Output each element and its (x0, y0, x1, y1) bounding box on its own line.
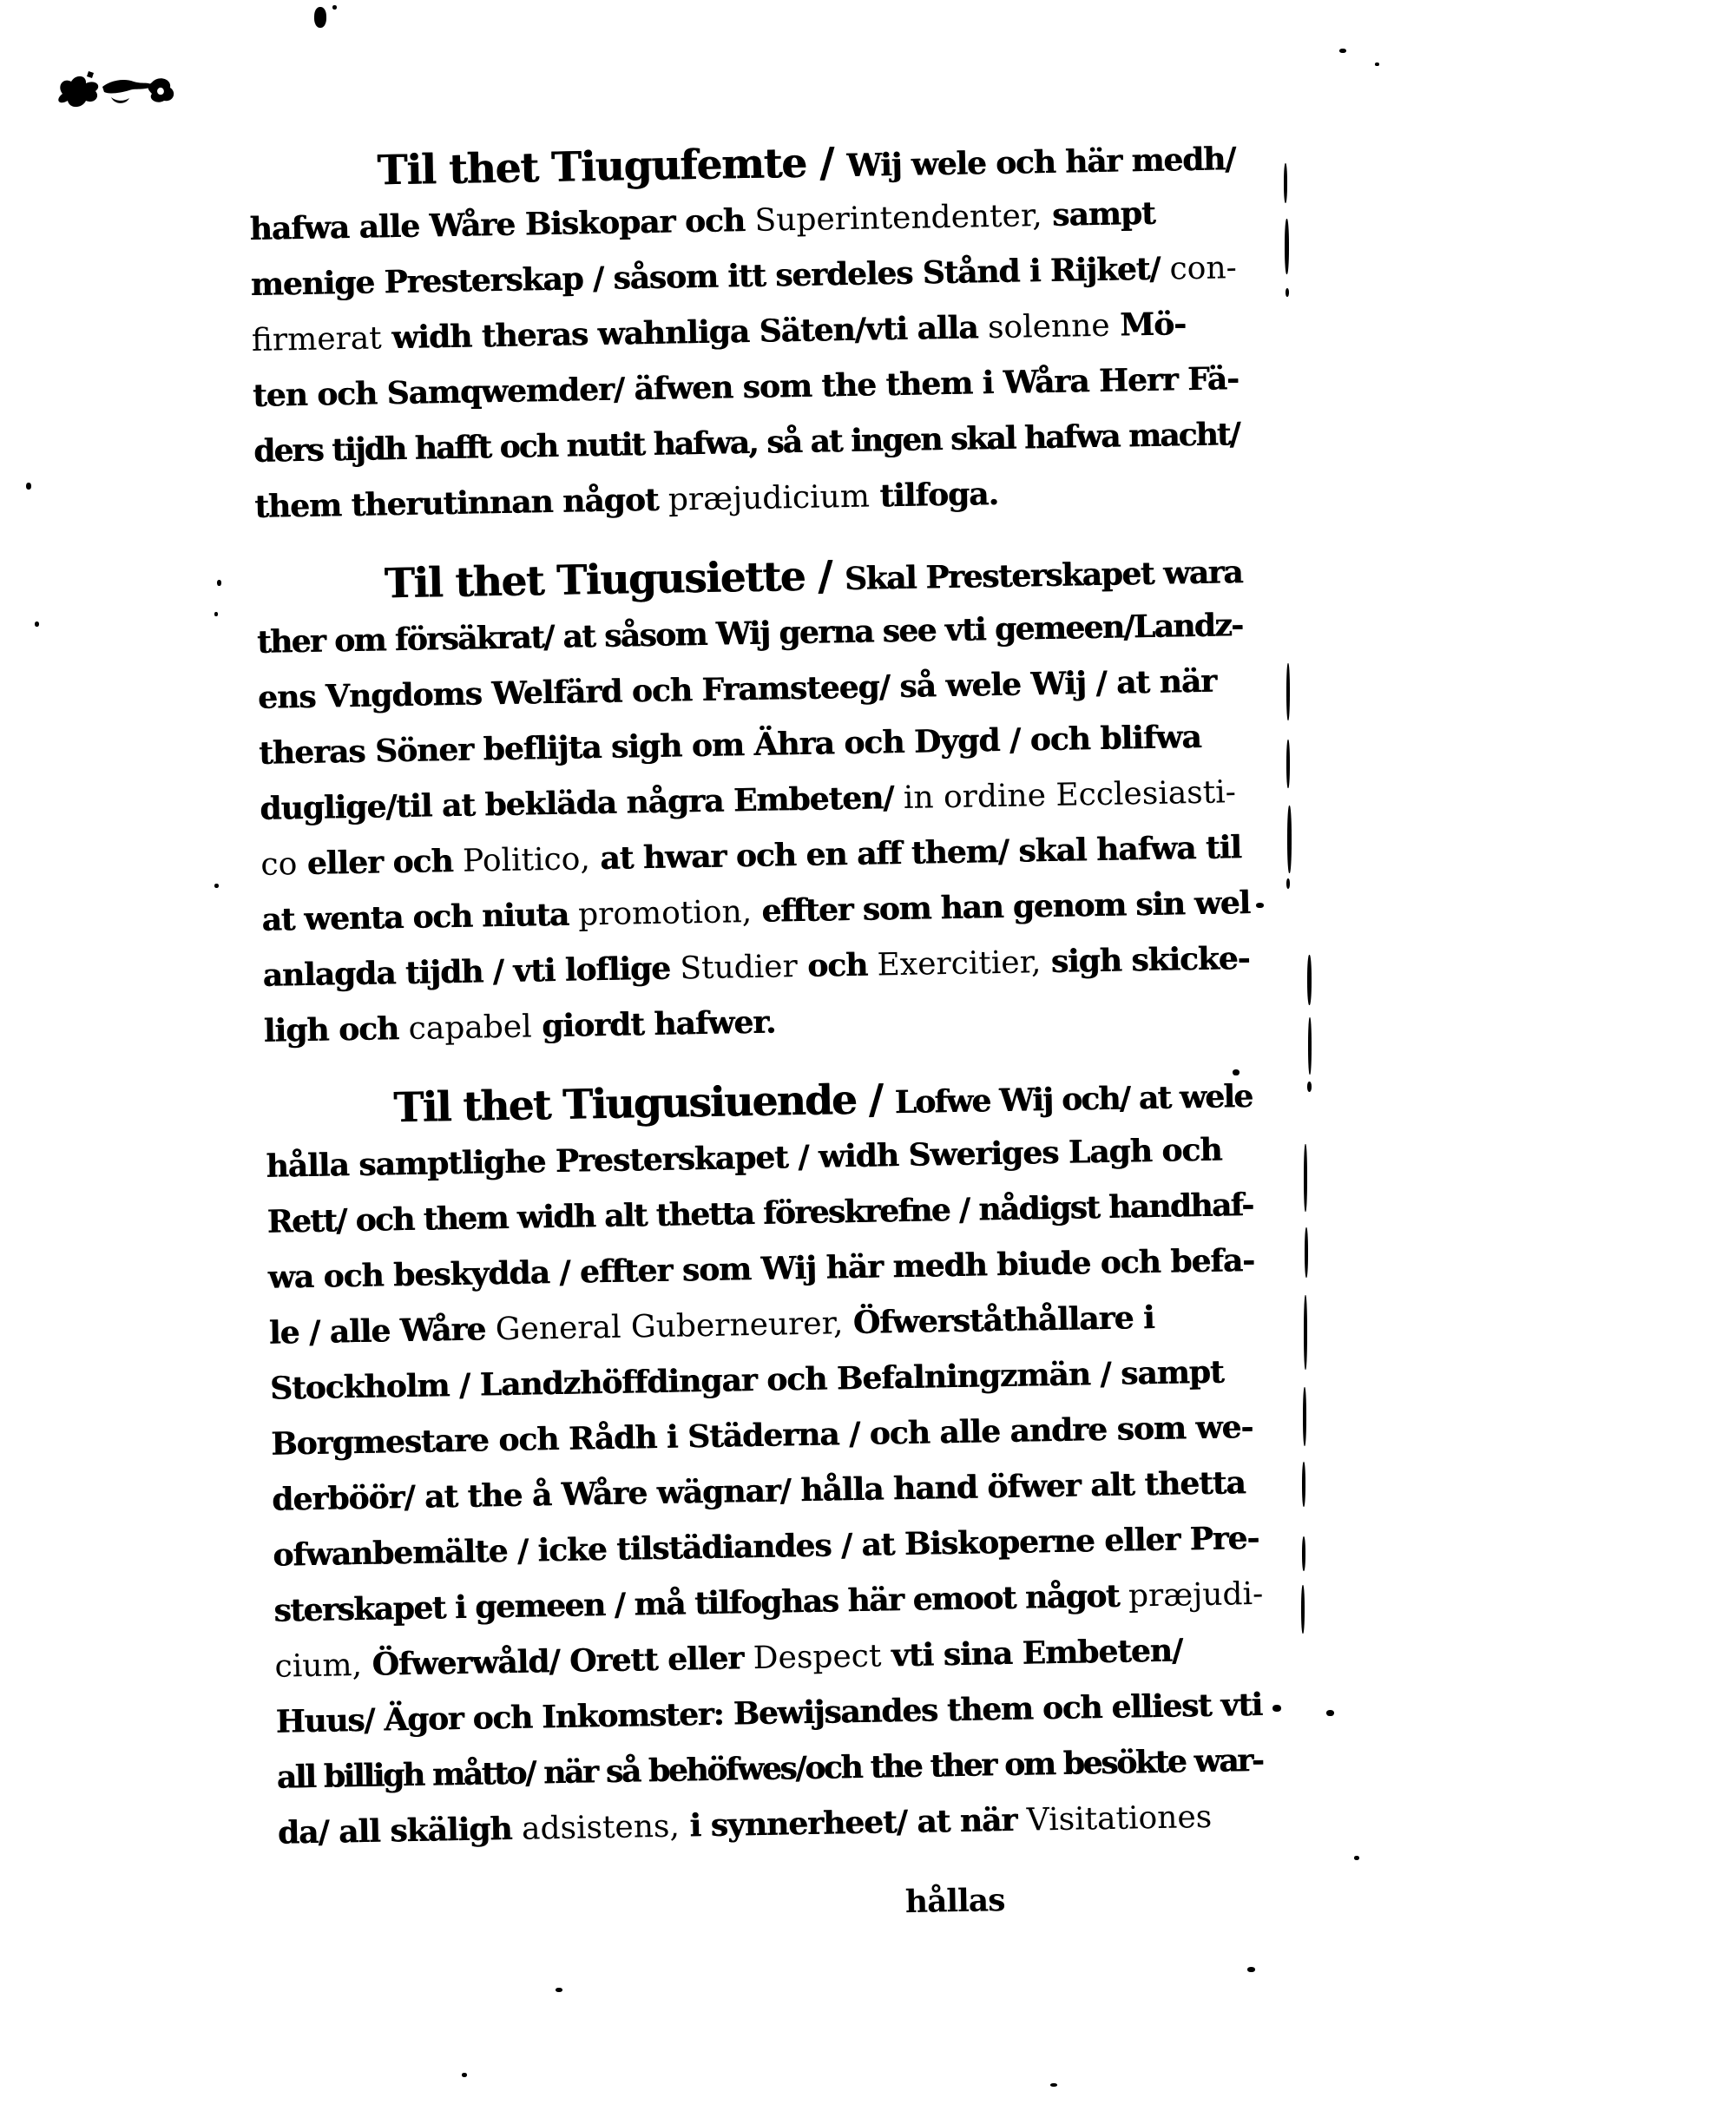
antiqua-text: General Guberneurer, (495, 1305, 844, 1348)
scan-speck (1050, 2083, 1057, 2087)
scan-speck (1301, 1585, 1305, 1634)
antiqua-text: firmerat (251, 320, 383, 358)
blackletter-text: at hwar och en aff them/ skal hafwa til (589, 829, 1242, 878)
blackletter-text: ligh och (263, 1009, 410, 1049)
scan-speck (1304, 1295, 1307, 1370)
blackletter-text: all billigh måtto/ när så behöfwes/och the ther om besökte war- (276, 1741, 1263, 1796)
antiqua-text: Studier (680, 949, 799, 987)
blackletter-text: sampt (1042, 194, 1155, 234)
blackletter-text: Huus/ Ägor och Inkomster: Bewijsandes them och elliest vti (275, 1686, 1263, 1740)
blackletter-text: widh theras wahnliga Säten/vti alla (381, 309, 989, 357)
antiqua-text: promotion, (577, 894, 753, 933)
blackletter-text: ofwanbemälte / icke tilstädiandes / at Biskoperne eller Pre- (272, 1519, 1259, 1574)
scan-speck (1303, 1387, 1306, 1446)
scan-speck (1286, 878, 1290, 889)
scan-speck (217, 580, 221, 586)
blackletter-text: eller och (296, 842, 464, 883)
antiqua-text: præjudi- (1128, 1575, 1264, 1614)
scan-speck (35, 621, 39, 627)
scan-speck (26, 483, 31, 490)
blackletter-text: hålla samptlighe Presterskapet / widh Sweriges Lagh och (266, 1131, 1222, 1185)
scan-speck (1307, 1082, 1312, 1092)
blackletter-text: derböör/ at the å Wåre wägnar/ hålla hand öfwer alt thetta (271, 1464, 1246, 1518)
blackletter-text: theras Söner beflijta sigh om Ähra och Dygd / och blifwa (258, 718, 1201, 772)
scan-speck (1375, 62, 1379, 66)
blackletter-text: da/ all skäligh (277, 1810, 523, 1851)
scan-speck (1304, 1144, 1307, 1212)
antiqua-text: Visitationes (1026, 1799, 1213, 1838)
blackletter-text: effter som han genom sin wel (751, 885, 1251, 931)
antiqua-text: con- (1169, 250, 1238, 287)
scan-speck (1339, 49, 1346, 53)
blackletter-text: sterskapet i gemeen / må tilfoghas här emoot något (273, 1577, 1129, 1629)
scan-speck (1286, 740, 1290, 788)
scan-speck (1302, 1462, 1305, 1507)
blackletter-text: Wij wele och här medh/ (846, 141, 1236, 184)
paragraph-27th-article (265, 1066, 1264, 1861)
scan-speck (314, 7, 326, 28)
antiqua-text: Exercitier, (877, 944, 1042, 983)
blackletter-text: ther om försäkrat/ at såsom Wij gerna see vti gemeen/Landz- (256, 607, 1243, 661)
scan-speck (1286, 663, 1290, 720)
blackletter-text: och (797, 946, 878, 985)
antiqua-text: Despect (753, 1638, 882, 1677)
antiqua-text: capabel (408, 1009, 532, 1047)
scan-speck (462, 2073, 467, 2077)
blackletter-text: giordt hafwer. (531, 1003, 776, 1045)
blackletter-text: i synnerheet/ at när (679, 1801, 1028, 1845)
ink-blot-mark (49, 59, 187, 125)
scan-speck (1256, 903, 1264, 908)
blackletter-text: Stockholm / Landzhöffdingar och Befalningzmän / sampt (269, 1353, 1224, 1407)
blackletter-text: Borgmestare och Rådh i Städerna / och alle andre som we- (270, 1409, 1253, 1463)
scan-speck (1326, 1710, 1334, 1716)
blackletter-text: tilfoga. (869, 475, 999, 515)
antiqua-text: Superintendenter, (754, 198, 1042, 239)
text-column (248, 128, 1266, 1941)
blackletter-text: ten och Samqwemder/ äfwen som the them i Wåra Herr Fä- (252, 360, 1240, 414)
blackletter-text: hafwa alle Wåre Biskopar och (249, 201, 755, 247)
scan-speck (214, 884, 219, 888)
blackletter-text: them therutinnan något (253, 481, 669, 525)
scan-speck (1284, 163, 1287, 203)
scan-speck (1302, 1536, 1305, 1571)
scan-speck (1285, 219, 1289, 274)
blackletter-text: le / alle Wåre (268, 1311, 496, 1351)
scan-speck (214, 612, 218, 616)
scan-speck (1307, 955, 1312, 1005)
blackletter-text: wa och beskydda / effter som Wij här medh biude och befa- (267, 1241, 1255, 1296)
section-heading: Til thet Tiugusiuende / (392, 1075, 896, 1133)
blackletter-text: Mö- (1109, 306, 1187, 344)
scan-speck (1233, 1069, 1240, 1075)
scan-speck (1287, 806, 1292, 873)
scan-speck (1305, 1227, 1308, 1278)
paragraph-25th-article (248, 128, 1241, 535)
scan-speck (332, 5, 337, 10)
antiqua-text: præjudicium (667, 478, 871, 518)
antiqua-text: Politico, (462, 841, 591, 879)
blackletter-text: Öfwerwåld/ Orett eller (361, 1640, 754, 1683)
paragraph-26th-article (255, 542, 1250, 1059)
scan-speck (1354, 1856, 1359, 1860)
scan-speck (1247, 1967, 1255, 1972)
scan-speck (1308, 1017, 1312, 1075)
scan-speck (1272, 1705, 1281, 1712)
antiqua-text: co (260, 846, 298, 883)
blackletter-text: Öfwerståthållare i (842, 1299, 1154, 1342)
blackletter-text: menige Presterskap / såsom itt serdeles Stånd i Rijket/ (250, 250, 1170, 303)
antiqua-text: in ordine Ecclesiasti- (903, 774, 1237, 816)
blackletter-text: Lofwe Wij och/ at wele (894, 1077, 1253, 1121)
catchword: hållas (904, 1882, 1005, 1921)
antiqua-text: solenne (987, 307, 1111, 346)
scan-speck (556, 1988, 562, 1992)
blackletter-text: duglige/til at bekläda några Embeten/ (259, 779, 904, 827)
antiqua-text: adsistens, (521, 1808, 681, 1847)
antiqua-text: cium, (274, 1647, 363, 1685)
section-heading: Til thet Tiugusiette / (384, 552, 845, 608)
blackletter-text: sigh skicke- (1040, 940, 1250, 981)
blackletter-text: ders tijdh hafft och nutit hafwa, så at ingen skal hafwa macht/ (253, 416, 1240, 470)
blackletter-text: vti sina Embeten/ (880, 1632, 1183, 1674)
blackletter-text: ens Vngdoms Welfärd och Framsteeg/ så wele Wij / at när (257, 662, 1217, 716)
section-heading: Til thet Tiugufemte / (377, 138, 847, 195)
blackletter-text: Rett/ och them widh alt thetta föreskrefne / nådigst handhaf- (266, 1186, 1253, 1240)
blackletter-text: at wenta och niuta (261, 896, 579, 938)
blackletter-text: anlagda tijdh / vti loflige (262, 950, 681, 994)
scan-speck (1286, 288, 1289, 297)
blackletter-text: Skal Presterskapet wara (844, 554, 1243, 598)
